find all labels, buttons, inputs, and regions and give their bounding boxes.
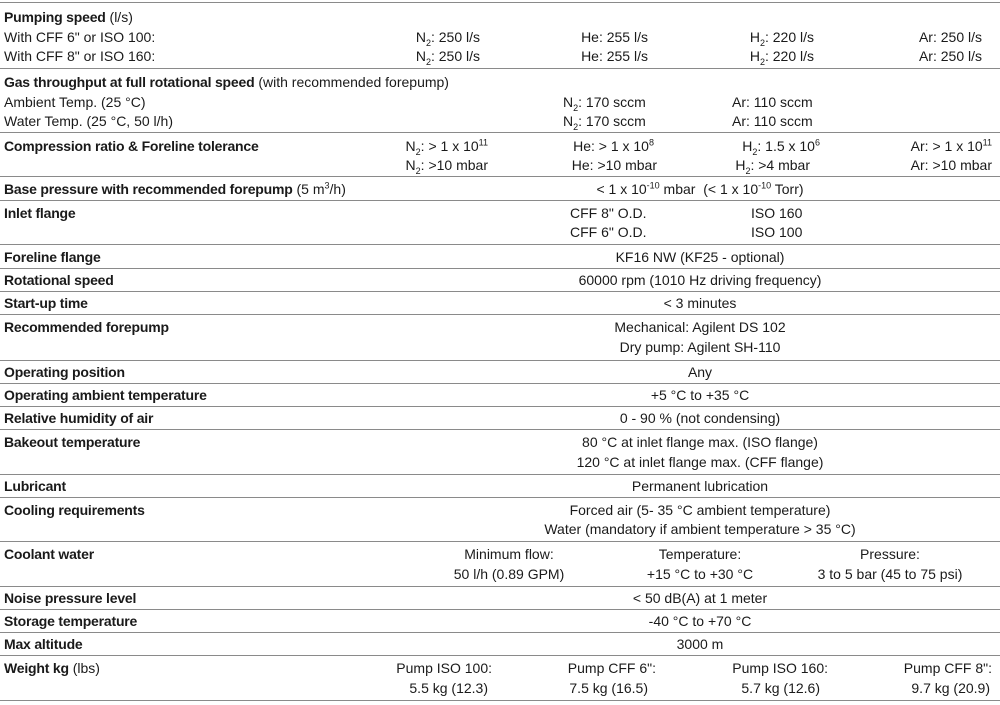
coolant-temp-heading: Temperature:: [658, 546, 742, 562]
compression-n2-tol: $N_2$: >10 mbar: [405, 157, 488, 176]
weight-iso100-value: 5.5 kg (12.3): [409, 680, 488, 696]
storage-temp-value: -40 °C to +70 °C: [648, 613, 752, 629]
weight-iso160-heading: Pump ISO 160:: [732, 660, 828, 676]
cooling-water: Water (mandatory if ambient temperature > 35 °C): [544, 521, 856, 537]
weight-iso160-value: 5.7 kg (12.6): [741, 680, 820, 696]
operating-position-value: Any: [687, 364, 713, 380]
humidity-value: 0 - 90 % (not condensing): [619, 410, 781, 426]
compression-label: Compression ratio & Foreline tolerance: [4, 138, 259, 154]
gas-throughput-label: Gas throughput at full rotational speed (with recommended forepump): [4, 74, 449, 90]
altitude-label: Max altitude: [4, 636, 83, 652]
pumping-speed-he-2: He: 255 l/s: [581, 48, 648, 64]
weight-label: Weight kg (lbs): [4, 660, 100, 676]
pumping-speed-he-1: He: 255 l/s: [581, 29, 648, 45]
startup-time-value: < 3 minutes: [663, 295, 737, 311]
ambient-temp-label: Operating ambient temperature: [4, 387, 207, 403]
gas-throughput-n2-1: $N_2$: 170 sccm: [563, 94, 646, 113]
pumping-speed-row1-label: With CFF 6" or ISO 100:: [4, 29, 156, 45]
pumping-speed-h2-1: $H_2$: 220 l/s: [749, 29, 814, 48]
forepump-dry: Dry pump: Agilent SH-110: [619, 339, 781, 355]
compression-ar-ratio: Ar: > 1 x $10^{11}$: [910, 137, 992, 154]
coolant-temp-value: +15 °C to +30 °C: [646, 566, 754, 582]
weight-cff6-heading: Pump CFF 6":: [567, 660, 656, 676]
forepump-label: Recommended forepump: [4, 319, 169, 335]
gas-throughput-n2-2: $N_2$: 170 sccm: [563, 113, 646, 132]
weight-iso100-heading: Pump ISO 100:: [396, 660, 492, 676]
operating-position-label: Operating position: [4, 364, 125, 380]
noise-value: < 50 dB(A) at 1 meter: [632, 590, 768, 606]
inlet-flange-cff6: CFF 6" O.D.: [570, 224, 647, 240]
inlet-flange-label: Inlet flange: [4, 205, 76, 221]
humidity-label: Relative humidity of air: [4, 410, 154, 426]
pumping-speed-ar-1: Ar: 250 l/s: [918, 29, 982, 45]
compression-h2-tol: $H_2$: >4 mbar: [735, 157, 810, 176]
foreline-flange-label: Foreline flange: [4, 249, 101, 265]
weight-cff6-value: 7.5 kg (16.5): [569, 680, 648, 696]
gas-throughput-ambient-label: Ambient Temp. (25 °C): [4, 94, 146, 110]
pumping-speed-h2-2: $H_2$: 220 l/s: [749, 48, 814, 67]
pumping-speed-ar-2: Ar: 250 l/s: [918, 48, 982, 64]
gas-throughput-ar-2: Ar: 110 sccm: [732, 113, 813, 129]
pumping-speed-n2-2: $N_2$: 250 l/s: [415, 48, 480, 67]
weight-cff8-heading: Pump CFF 8":: [903, 660, 992, 676]
compression-h2-ratio: $H_2$: 1.5 x $10^6$: [742, 137, 820, 157]
base-pressure-value: < 1 x $10^{-10}$ mbar (< 1 x $10^{-10}$ Torr): [596, 180, 804, 197]
rotational-speed-label: Rotational speed: [4, 272, 114, 288]
compression-n2-ratio: $N_2$: > 1 x $10^{11}$: [405, 137, 488, 157]
coolant-pressure-heading: Pressure:: [860, 546, 920, 562]
lubricant-value: Permanent lubrication: [631, 478, 769, 494]
pumping-speed-n2-1: $N_2$: 250 l/s: [415, 29, 480, 48]
lubricant-label: Lubricant: [4, 478, 66, 494]
bakeout-cff: 120 °C at inlet flange max. (CFF flange): [576, 454, 824, 470]
coolant-flow-value: 50 l/h (0.89 GPM): [453, 566, 565, 582]
compression-he-tol: He: >10 mbar: [571, 157, 657, 173]
startup-time-label: Start-up time: [4, 295, 88, 311]
altitude-value: 3000 m: [676, 636, 724, 652]
forepump-mechanical: Mechanical: Agilent DS 102: [614, 319, 786, 335]
gas-throughput-ar-1: Ar: 110 sccm: [732, 94, 813, 110]
pumping-speed-label: Pumping speed (l/s): [4, 9, 133, 25]
rotational-speed-value: 60000 rpm (1010 Hz driving frequency): [578, 272, 822, 288]
base-pressure-label: Base pressure with recommended forepump (5 $m^3/h$): [4, 180, 346, 197]
weight-cff8-value: 9.7 kg (20.9): [911, 680, 990, 696]
compression-he-ratio: He: > 1 x $10^8$: [573, 137, 654, 154]
coolant-pressure-value: 3 to 5 bar (45 to 75 psi): [817, 566, 963, 582]
foreline-flange-value: KF16 NW (KF25 - optional): [615, 249, 785, 265]
compression-ar-tol: Ar: >10 mbar: [910, 157, 992, 173]
cooling-label: Cooling requirements: [4, 502, 145, 518]
ambient-temp-value: +5 °C to +35 °C: [650, 387, 750, 403]
bakeout-iso: 80 °C at inlet flange max. (ISO flange): [582, 434, 818, 450]
inlet-flange-cff8: CFF 8" O.D.: [570, 205, 647, 221]
inlet-flange-iso160: ISO 160: [751, 205, 803, 221]
coolant-label: Coolant water: [4, 546, 94, 562]
noise-label: Noise pressure level: [4, 590, 137, 606]
bakeout-label: Bakeout temperature: [4, 434, 141, 450]
pumping-speed-row2-label: With CFF 8" or ISO 160:: [4, 48, 156, 64]
cooling-air: Forced air (5- 35 °C ambient temperature): [569, 502, 831, 518]
coolant-flow-heading: Minimum flow:: [464, 546, 554, 562]
storage-temp-label: Storage temperature: [4, 613, 138, 629]
gas-throughput-water-label: Water Temp. (25 °C, 50 l/h): [4, 113, 173, 129]
inlet-flange-iso100: ISO 100: [751, 224, 803, 240]
